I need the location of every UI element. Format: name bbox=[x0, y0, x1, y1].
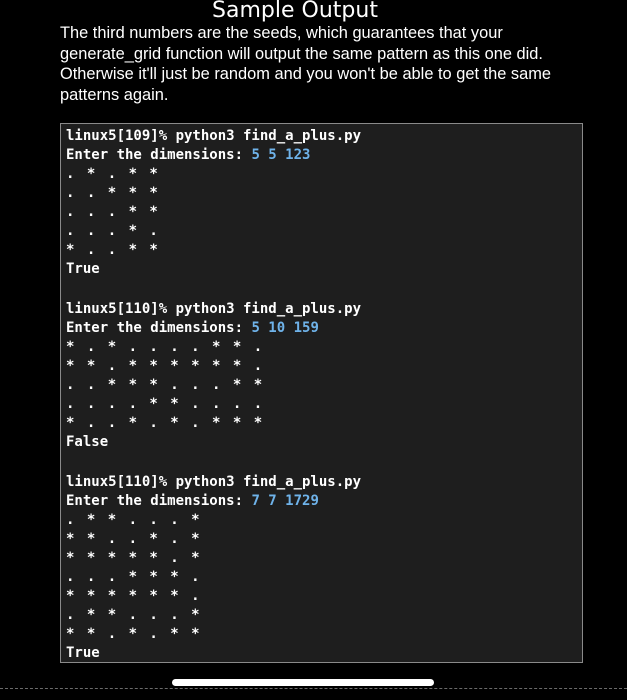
page-title: Sample Output bbox=[212, 0, 378, 23]
grid-row: . * * . . . * bbox=[66, 607, 202, 623]
grid-row: * . . * * bbox=[66, 242, 160, 258]
grid-row: * * . * * * * * * . bbox=[66, 358, 265, 374]
grid-row: * . . * . * . * * * bbox=[66, 415, 265, 431]
grid-row: . . * * * . . . * * bbox=[66, 377, 265, 393]
input-line bbox=[66, 492, 361, 511]
grid-row: . . . * * bbox=[66, 204, 160, 220]
session-1 bbox=[66, 127, 361, 279]
input-values: 5 5 123 bbox=[251, 147, 311, 163]
session-2 bbox=[66, 300, 361, 452]
input-label: Enter the dimensions: bbox=[66, 493, 252, 509]
session-3 bbox=[66, 473, 361, 663]
grid-row: . . . * * * . bbox=[66, 569, 202, 585]
grid-row: * * * * * . * bbox=[66, 550, 202, 566]
input-values: 7 7 1729 bbox=[251, 493, 319, 509]
input-line bbox=[66, 146, 361, 165]
input-line bbox=[66, 319, 361, 338]
input-label: Enter the dimensions: bbox=[66, 147, 252, 163]
result-text: True bbox=[66, 645, 100, 661]
grid-row: * * . * . * * bbox=[66, 626, 202, 642]
bottom-divider bbox=[0, 688, 627, 689]
grid-row: . . . * . bbox=[66, 223, 160, 239]
grid-row: * . * . . . . * * . bbox=[66, 339, 265, 355]
result-text: True bbox=[66, 261, 100, 277]
input-values: 5 10 159 bbox=[251, 320, 319, 336]
command-prompt: linux5[109]% python3 find_a_plus.py bbox=[66, 128, 362, 144]
home-indicator[interactable] bbox=[172, 679, 434, 686]
grid-row: * * * * * * . bbox=[66, 588, 202, 604]
grid-row: . * . * * bbox=[66, 166, 160, 182]
command-prompt: linux5[110]% python3 find_a_plus.py bbox=[66, 301, 362, 317]
intro-paragraph: The third numbers are the seeds, which guarantees that your generate_grid function will output the same pattern as this one did. Otherwise it'll just be random and you won't be able to get the same patterns again. bbox=[60, 24, 551, 104]
grid-row: * * . . * . * bbox=[66, 531, 202, 547]
input-label: Enter the dimensions: bbox=[66, 320, 252, 336]
grid-row: . . * * * bbox=[66, 185, 160, 201]
grid-row: . * * . . . * bbox=[66, 512, 202, 528]
terminal-output bbox=[60, 123, 583, 663]
grid-row: . . . . * * . . . . bbox=[66, 396, 265, 412]
result-text: False bbox=[66, 434, 109, 450]
command-prompt: linux5[110]% python3 find_a_plus.py bbox=[66, 474, 362, 490]
